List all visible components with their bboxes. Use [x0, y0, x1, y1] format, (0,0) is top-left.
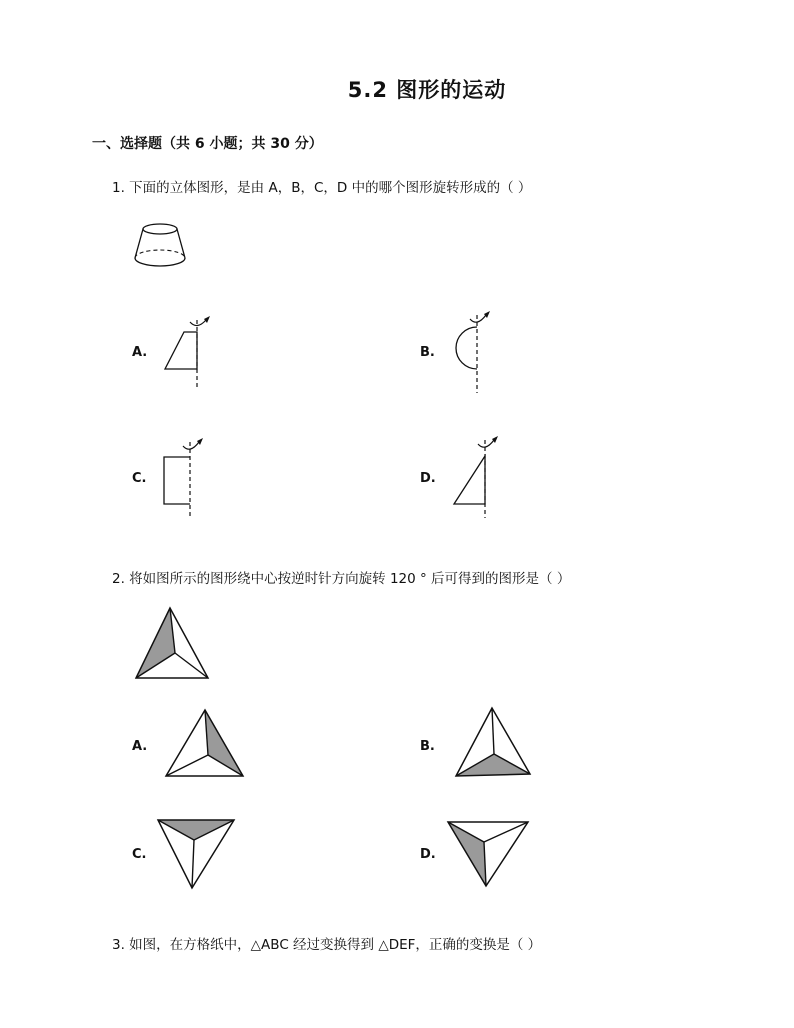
q2-option-b-label[interactable]: B.	[420, 739, 435, 754]
q2-option-c-figure[interactable]	[156, 818, 236, 890]
q2-option-a-label[interactable]: A.	[132, 739, 148, 754]
question-1-text: 1. 下面的立体图形，是由 A，B，C，D 中的哪个图形旋转形成的（ ）	[112, 180, 532, 196]
page-title: 5.2 图形的运动	[347, 78, 507, 102]
question-3-text: 3. 如图，在方格纸中，△ABC 经过变换得到 △DEF，正确的变换是（ ）	[112, 937, 542, 953]
question-2-text: 2. 将如图所示的图形绕中心按逆时针方向旋转 120 ° 后可得到的图形是（ ）	[112, 571, 571, 587]
q1-option-c-label[interactable]: C.	[132, 471, 147, 486]
frustum-figure	[130, 220, 190, 272]
q2-option-c-label[interactable]: C.	[132, 847, 147, 862]
q1-option-d-triangle-figure[interactable]	[450, 434, 505, 520]
q1-option-a-trapezoid-figure[interactable]	[160, 310, 220, 392]
section-heading: 一、选择题（共 6 小题；共 30 分）	[92, 136, 323, 152]
q1-option-b-label[interactable]: B.	[420, 345, 435, 360]
q1-option-a-label[interactable]: A.	[132, 345, 148, 360]
q2-option-a-figure[interactable]	[164, 710, 246, 778]
q1-option-b-semicircle-figure[interactable]	[448, 307, 498, 395]
q2-option-d-label[interactable]: D.	[420, 847, 436, 862]
q2-original-triangle-figure	[132, 608, 212, 682]
q2-option-b-figure[interactable]	[454, 706, 532, 778]
q2-option-d-figure[interactable]	[446, 818, 530, 888]
q1-option-d-label[interactable]: D.	[420, 471, 436, 486]
q1-option-c-rectangle-figure[interactable]	[158, 434, 208, 518]
